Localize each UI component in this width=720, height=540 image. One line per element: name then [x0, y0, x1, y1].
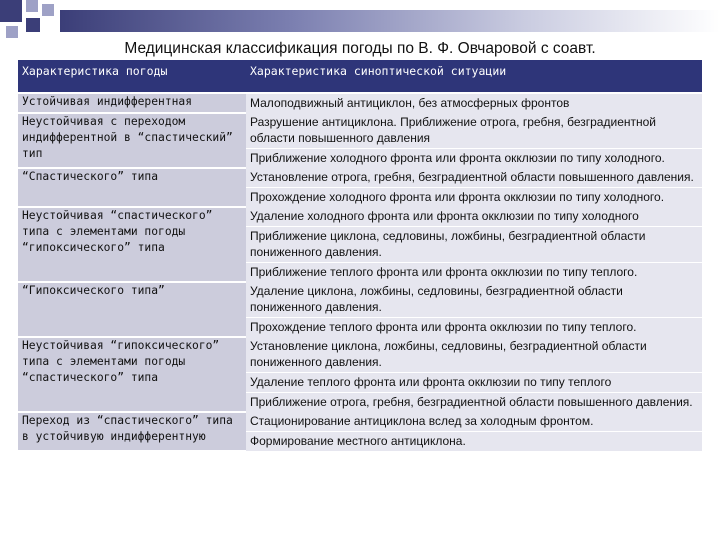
header-gradient-bar [60, 10, 720, 32]
synoptic-cell [246, 168, 702, 207]
table-row [18, 113, 702, 168]
table-row [18, 412, 702, 451]
table-header-row [18, 60, 702, 93]
table-row [18, 207, 702, 282]
synoptic-item: Установление циклона, ложбины, седловины, безградиентной области пониженного давления. [246, 337, 702, 373]
weather-classification-table [18, 60, 702, 452]
synoptic-item: Удаление теплого фронта или фронта окклюзии по типу теплого [246, 373, 702, 393]
synoptic-cell [246, 337, 702, 412]
synoptic-item: Малоподвижный антициклон, без атмосферных фронтов [250, 96, 570, 110]
weather-type-cell: Устойчивая индифферентная [18, 93, 246, 113]
table-row [18, 282, 702, 337]
synoptic-item: Прохождение холодного фронта или фронта окклюзии по типу холодного. [250, 190, 665, 204]
synoptic-item: Удаление циклона, ложбины, седловины, безградиентной области пониженного давления. [246, 282, 702, 318]
decor-square [26, 18, 40, 32]
synoptic-cell [246, 412, 702, 451]
slide-title: Медицинская классификация погоды по В. Ф. Овчаровой с соавт. [124, 40, 596, 57]
decor-square [26, 0, 38, 12]
synoptic-item: Приближение циклона, седловины, ложбины, безградиентной области пониженного давления. [246, 227, 702, 263]
weather-type-cell: Переход из “спастического” типа в устойчивую индифферентную [18, 412, 246, 451]
synoptic-item: Приближение теплого фронта или фронта окклюзии по типу теплого. [250, 265, 638, 279]
synoptic-cell [246, 113, 702, 168]
synoptic-item: Стационирование антициклона вслед за холодным фронтом. [246, 412, 702, 432]
table-row [18, 168, 702, 207]
column-header-weather: Характеристика погоды [18, 60, 246, 93]
synoptic-item: Разрушение антициклона. Приближение отрога, гребня, безградиентной области повышенного давления [246, 113, 702, 149]
decor-square [42, 4, 54, 16]
synoptic-item: Формирование местного антициклона. [250, 434, 466, 448]
synoptic-item: Прохождение теплого фронта или фронта окклюзии по типу теплого. [250, 320, 637, 334]
synoptic-item: Удаление холодного фронта или фронта окклюзии по типу холодного [246, 207, 702, 227]
weather-type-cell: Неустойчивая с переходом индифферентной в “спастический” тип [18, 113, 246, 168]
synoptic-item: Приближение холодного фронта или фронта окклюзии по типу холодного. [250, 151, 665, 165]
synoptic-item: Установление отрога, гребня, безградиентной области повышенного давления. [246, 168, 702, 188]
decor-square [0, 0, 22, 22]
weather-type-cell: Неустойчивая “гипоксического” типа с элементами погоды “спастического” типа [18, 337, 246, 412]
synoptic-cell [246, 282, 702, 337]
table-row [18, 337, 702, 412]
table-row [18, 93, 702, 113]
decor-square [6, 26, 18, 38]
synoptic-cell [246, 207, 702, 282]
synoptic-item: Приближение отрога, гребня, безградиентной области повышенного давления. [250, 395, 693, 409]
synoptic-cell [246, 93, 702, 113]
weather-type-cell: “Гипоксического типа” [18, 282, 246, 337]
column-header-synoptic: Характеристика синоптической ситуации [246, 60, 702, 93]
weather-type-cell: “Спастического” типа [18, 168, 246, 207]
weather-type-cell: Неустойчивая “спастического” типа с элементами погоды “гипоксического” типа [18, 207, 246, 282]
